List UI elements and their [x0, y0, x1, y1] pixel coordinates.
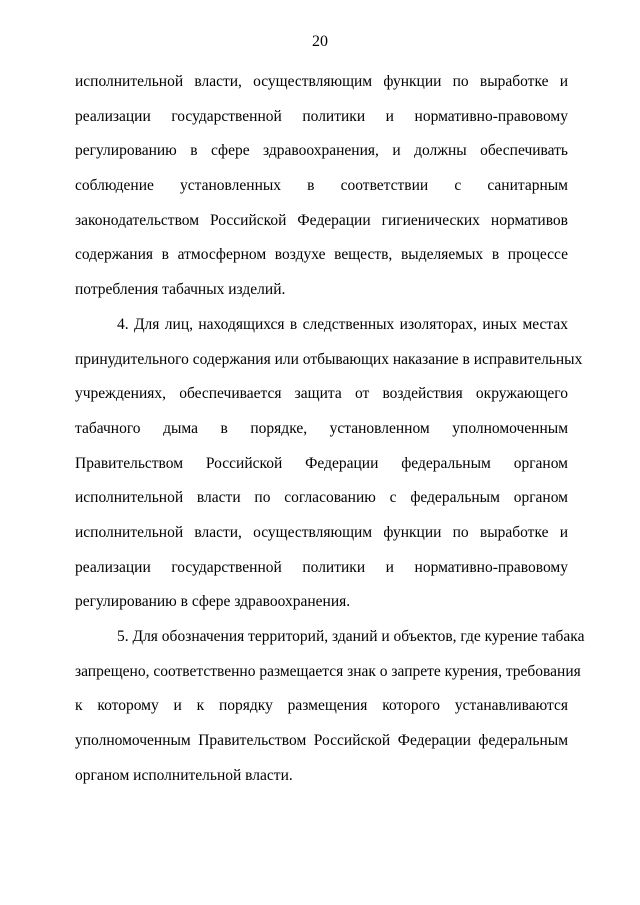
text-line: запрещено, соответственно размещается знак о запрете курения, требования: [75, 662, 581, 680]
paragraph: [75, 620, 585, 793]
text-line: соблюдение установленных в соответствии с санитарным: [75, 177, 568, 195]
paragraph: [75, 308, 583, 620]
text-line: регулированию в сфере здравоохранения, и должны обеспечивать: [75, 142, 568, 160]
text-line: потребления табачных изделий.: [75, 281, 286, 299]
text-line: органом исполнительной власти.: [75, 766, 293, 784]
text-line: уполномоченным Правительством Российской Федерации федеральным: [75, 732, 568, 750]
text-line: табачного дыма в порядке, установленном уполномоченным: [75, 419, 568, 437]
document-body: [75, 65, 585, 793]
text-line: исполнительной власти, осуществляющим функции по выработке и: [75, 523, 568, 541]
text-line: 5. Для обозначения территорий, зданий и объектов, где курение табака: [117, 628, 585, 645]
text-line: исполнительной власти, осуществляющим функции по выработке и: [75, 73, 568, 90]
text-line: учреждениях, обеспечивается защита от воздействия окружающего: [75, 385, 568, 403]
text-line: принудительного содержания или отбывающих наказание в исправительных: [75, 350, 583, 368]
text-line: 4. Для лиц, находящихся в следственных изоляторах, иных местах: [117, 315, 568, 333]
text-line: регулированию в сфере здравоохранения.: [75, 593, 351, 611]
text-line: исполнительной власти по согласованию с федеральным органом: [75, 489, 568, 507]
text-line: законодательством Российской Федерации гигиенических нормативов: [75, 211, 568, 229]
text-line: реализации государственной политики и нормативно-правовому: [75, 107, 568, 125]
page-number: 20: [312, 33, 328, 50]
text-line: содержания в атмосферном воздухе веществ, выделяемых в процессе: [75, 246, 568, 264]
paragraph: [75, 65, 568, 308]
text-line: реализации государственной политики и нормативно-правовому: [75, 558, 568, 576]
text-line: к которому и к порядку размещения которого устанавливаются: [75, 697, 568, 715]
text-line: Правительством Российской Федерации федеральным органом: [75, 454, 568, 472]
